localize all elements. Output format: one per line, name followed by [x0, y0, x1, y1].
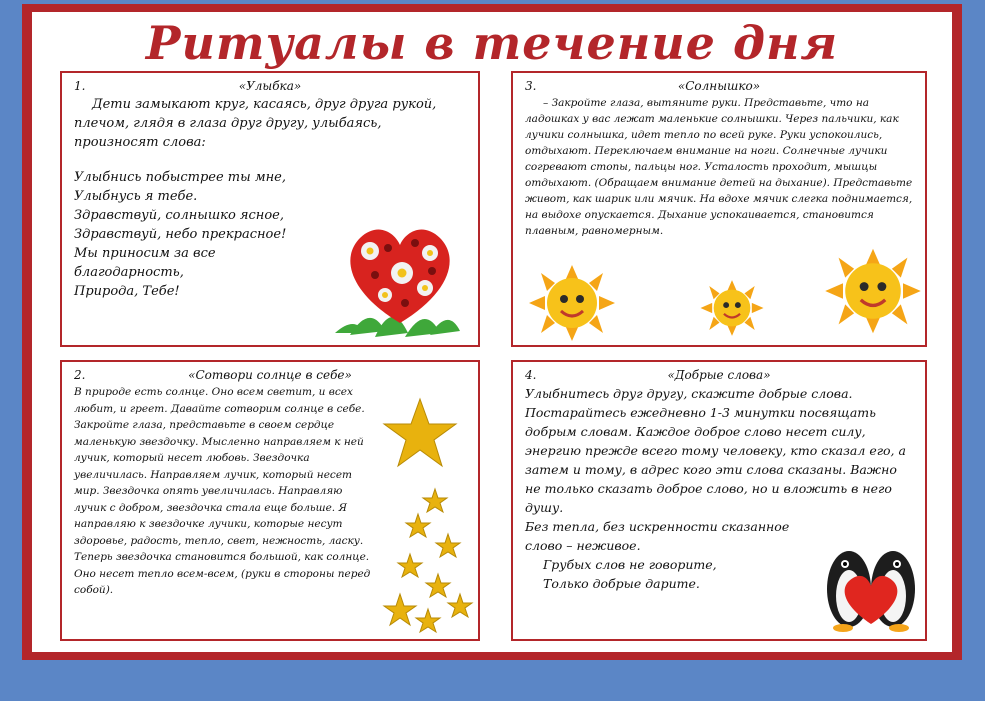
sun-icon [699, 278, 765, 338]
poem-line: Природа, Тебе! [74, 284, 180, 299]
flower-heart-image [330, 203, 470, 343]
card-text: Без тепла, без искренности сказанное слово – неживое. [525, 519, 790, 553]
card-text: Дети замыкают круг, касаясь, друг друга рукой, плечом, глядя в глаза друг другу, улыбаясь, произносят слова: [74, 97, 437, 150]
page-title: Ритуалы в течение дня [145, 16, 839, 70]
card-body [525, 95, 913, 239]
poem-line: Здравствуй, солнышко ясное, [74, 208, 285, 223]
sun-icon [527, 263, 617, 343]
poem [74, 168, 324, 301]
poem-line: Улыбнусь я тебе. [74, 189, 198, 204]
card-heading: «Сотвори солнце в себе» [188, 368, 352, 382]
poem-line: благодарность, [74, 265, 184, 280]
card-number: 3. [525, 79, 537, 93]
card-text: – Закройте глаза, вытяните руки. Представьте, что на ладошках у вас лежат маленькие солнышки. Через пальчики, как лучики солнышка, идет тепло по всей руке. Руки успокоились, отдыхают. Переключаем внимание на ноги. Солнечные лучики согревают стопы, пальцы ног. Усталость проходит, мышцы отдыхают. (Обращаем внимание детей на дыхание). Представьте живот, как шарик или мячик. На вдохе мячик слегка поднимается, на выдохе опускается. Дыхание успокаивается, становится плавным, равномерным. [525, 97, 913, 237]
sun-icon [823, 243, 923, 339]
poem-line: Только добрые дарите. [543, 576, 700, 591]
poem-line: Мы приносим за все [74, 246, 216, 261]
card-create-sun [60, 360, 480, 641]
poem-line: Здравствуй, небо прекрасное! [74, 227, 287, 242]
card-number: 2. [74, 368, 86, 382]
poem-line: Улыбнись побыстрее ты мне, [74, 170, 287, 185]
card-sun [511, 71, 927, 347]
card-number: 1. [74, 79, 86, 93]
card-kind-words [511, 360, 927, 641]
card-number: 4. [525, 368, 537, 382]
stars-image [380, 394, 480, 634]
poem-line: Грубых слов не говорите, [543, 557, 717, 572]
penguins-heart-image [821, 534, 921, 634]
card-heading: «Улыбка» [238, 79, 302, 93]
card-smile [60, 71, 480, 347]
card-text: Улыбнитесь друг другу, скажите добрые слова. Постарайтесь ежедневно 1-3 минутки посвящать добрым словам. Каждое доброе слово несет силу, энергию прежде всего тому человеку, кто сказал его, а затем и тому, в адрес кого эти слова сказаны. Важно не только сказать доброе слово, но и вложить в него душу. [525, 386, 906, 515]
poster-frame [22, 4, 962, 660]
card-heading: «Солнышко» [677, 79, 761, 93]
card-body [74, 384, 378, 599]
card-text: В природе есть солнце. Оно всем светит, и всех любит, и греет. Давайте сотворим солнце в себе. Закройте глаза, представьте в своем сердце маленькую звездочку. Мысленно направляем к ней лучик, который несет любовь. Звездочка увеличилась. Направляем лучик, который несет мир. Звездочка опять увеличилась. Направляю лучик с добром, звездочка стала еще больше. Я направляю к звездочке лучики, которые несут здоровье, радость, тепло, свет, нежность, ласку. Теперь звездочка становится большой, как солнце. Оно несет тепло всем-всем, (руки в стороны перед собой). [74, 386, 371, 596]
card-heading: «Добрые слова» [667, 368, 771, 382]
